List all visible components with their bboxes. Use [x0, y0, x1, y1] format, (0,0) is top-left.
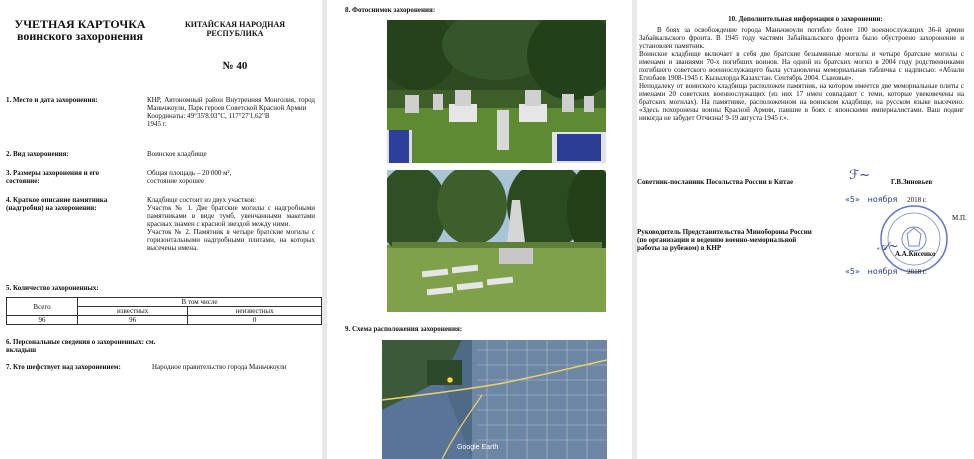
burial-count-table [6, 297, 322, 325]
total-value: 96 [7, 316, 78, 325]
known-value: 96 [78, 316, 188, 325]
signer-1-signature: ℱ~ [849, 168, 871, 183]
date-2 [845, 268, 974, 276]
map-watermark: Google Earth [457, 444, 499, 451]
section-7-label: 7. Кто шефствует над захоронением: [6, 363, 121, 371]
date-1 [845, 196, 974, 204]
section-5-label: 5. Количество захороненных: [6, 284, 99, 292]
location-map-image [382, 340, 607, 459]
date-2-year: 2018 г. [907, 268, 927, 276]
section-2-value: Воинское кладбище [147, 150, 207, 158]
date-2-month: ноября [867, 267, 898, 276]
section-1-value: КНР, Автономный район Внутренняя Монголия, город Маньчжоули, Парк героев Советской Красной Армии Координаты: 49°35'8.03"С, 117°27'1.62"В 1945 г. [147, 96, 315, 128]
incl-header: В том числе [78, 298, 322, 307]
card-page-3 [637, 0, 974, 459]
signer-2-title: Руководитель Представительства Минобороны России (по организации и ведению военно-мемориальной работы за рубежом) в КНР [637, 228, 812, 252]
section-1-label: 1. Место и дата захоронения: [6, 96, 98, 104]
total-header: Всего [7, 298, 78, 316]
unknown-header: неизвестных [188, 307, 322, 316]
signer-1-name: Г.В.Зиновьев [891, 178, 933, 186]
section-10-text: В боях за освобождение города Маньчжоули погибло более 100 военнослужащих 36-й армии Забайкальского фронта. В 1945 году частями Забайкальского фронта было обустроено захоронение и установлен памятник. Воинское кладбище включает в себя две братские безымянные могилы и четыре братские могилы с именами и званиями 70-х погибших воинов. На одной из братских могил в 2004 году родственниками погибшего советского военнослужащего была установлена мемориальная табличка с надписью: «Абзали Егизбаев 1908-1945 г. Кызылорда Казахстан. Сентябрь 2004. Сыновья». Неподалеку от воинского кладбища расположен памятник, на котором имеется две мемориальные плиты с именами 20 советских военнослужащих (из них 17 имен совпадают с теми, которые увековечены на братских могилах). На памятнике, расположенном на воинском кладбище, на русском языке высечено: «Здесь похоронены воины Красной Армии, павшие в боях с японскими империалистами. Ваш подвиг никогда не забудет Отчизна! 9-19 августа 1945 г.». [639, 26, 964, 122]
date-1-day: «5» [845, 195, 860, 204]
section-9-label: 9. Схема расположения захоронения: [345, 325, 463, 333]
country-name: КИТАЙСКАЯ НАРОДНАЯ РЕСПУБЛИКА [184, 20, 286, 38]
memorial-photo-2 [387, 170, 606, 312]
card-page-2 [327, 0, 632, 459]
signer-2-name: А.А.Кисенко [895, 250, 936, 258]
section-8-label: 8. Фотоснимок захоронения: [345, 6, 436, 14]
section-6-label: 6. Персональные сведения о захороненных: см. вкладыш [6, 338, 156, 354]
date-1-month: ноября [867, 195, 898, 204]
location-map [382, 340, 607, 459]
stamp-label: М.П. [952, 214, 967, 222]
section-4-label: 4. Краткое описание памятника (надгробия) на захоронении: [6, 196, 108, 212]
section-7-value: Народное правительство города Маньчжоули [152, 363, 287, 371]
memorial-photo-1 [387, 20, 606, 163]
section-3-label: 3. Размеры захоронения и его состояние: [6, 169, 100, 185]
card-title: УЧЕТНАЯ КАРТОЧКА воинского захоронения [14, 17, 146, 43]
section-10-label: 10. Дополнительная информация о захоронении: [728, 15, 883, 23]
memorial-photo-2-image [387, 170, 606, 312]
card-number: № 40 [222, 60, 248, 72]
section-2-label: 2. Вид захоронения: [6, 150, 69, 158]
section-4-value: Кладбище состоит из двух участков: Участок № 1. Две братские могилы с надгробными памятниками в виде тумб, увенчанными макетами красных знамен с красной звездой между ними. Участок № 2. Памятник в четыре братские могилы с горизонтальными надгробными плитами, на которых высечены имена. [147, 196, 315, 252]
signer-2-signature: 𝒜~ [877, 239, 899, 253]
date-1-year: 2018 г. [907, 196, 927, 204]
section-3-value: Общая площадь – 20 000 м², состояние хорошее [147, 169, 232, 185]
date-2-day: «5» [845, 267, 860, 276]
unknown-value: 0 [188, 316, 322, 325]
memorial-photo-1-image [387, 20, 606, 163]
signer-1-title: Советник-посланник Посольства России в Китае [637, 178, 794, 186]
known-header: известных [78, 307, 188, 316]
card-page-1 [0, 0, 322, 459]
